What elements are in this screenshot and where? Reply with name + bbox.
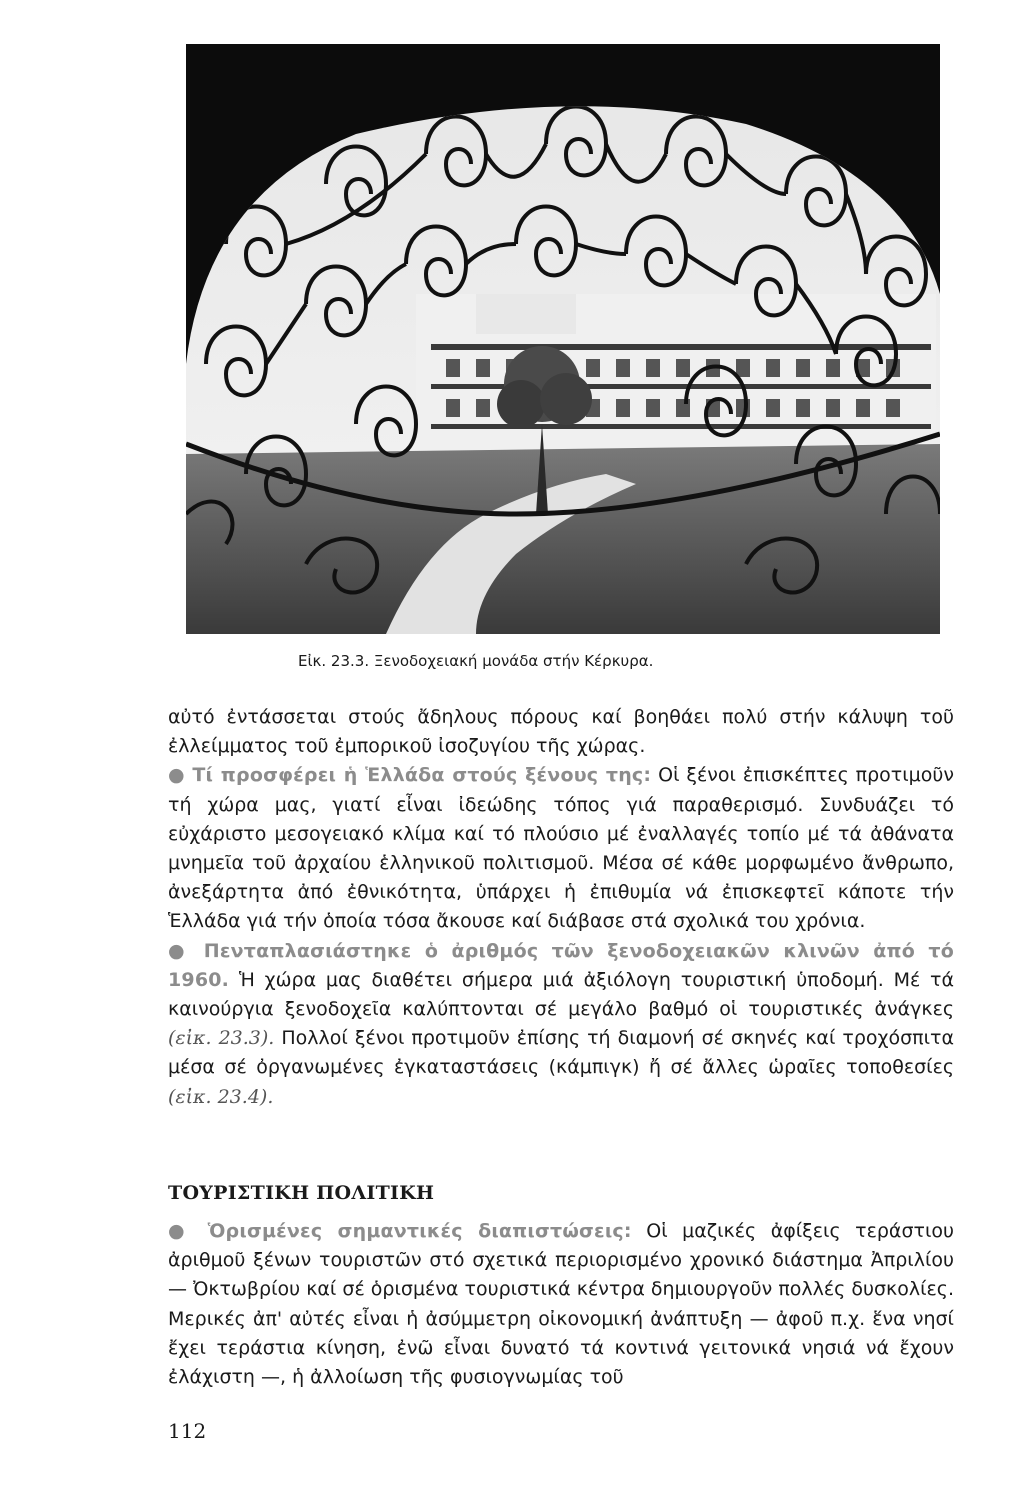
bullet-icon: ● <box>168 939 192 962</box>
figure-reference-23-3: (εἰκ. 23.3). <box>168 1027 275 1050</box>
paragraph-2 <box>168 761 954 936</box>
figure-caption: Εἰκ. 23.3. Ξενοδοχειακή μονάδα στήν Κέρκυρα. <box>298 652 654 670</box>
paragraph-3-text-a: Ἡ χώρα μας διαθέτει σήμερα μιά ἀξιόλογη τουριστική ὑποδομή. Μέ τά καινούργια ξενοδοχεῖα καλύπτονται σέ μεγάλο βαθμό οἱ τουριστικές ἀνάγκες <box>168 968 955 1021</box>
body-text <box>168 703 954 1112</box>
paragraph-3-text-b: Πολλοί ξένοι προτιμοῦν ἐπίσης τή διαμονή σέ σκηνές καί τροχόσπιτα μέσα σέ ὀργανωμένες ἐγκαταστάσεις (κάμπιγκ) ἤ σέ ἄλλες ὡραῖες τοποθεσίες <box>168 1027 955 1079</box>
paragraph-2-lead: Τί προσφέρει ἡ Ἑλλάδα στούς ξένους της: <box>192 764 652 787</box>
paragraph-3-lead: Πενταπλασιάστηκε ὁ ἀριθμός τῶν ξενοδοχειακῶν κλινῶν ἀπό τό 1960. <box>168 939 954 991</box>
page-number: 112 <box>168 1419 207 1443</box>
paragraph-1-text: αὐτό ἐντάσσεται στούς ἄδηλους πόρους καί βοηθάει πολύ στήν κάλυψη τοῦ ἐλλείμματος τοῦ ἐμπορικοῦ ἰσοζυγίου τῆς χώρας. <box>168 706 954 758</box>
paragraph-1 <box>168 703 954 761</box>
section-body <box>168 1217 954 1392</box>
section-text: Οἱ μαζικές ἀφίξεις τεράστιου ἀριθμοῦ ξένων τουριστῶν στό σχετικά περιορισμένο χρονικό διάστημα Ἀπριλίου — Ὀκτωβρίου καί σέ ὁρισμένα τουριστικά κέντρα δημιουργοῦν πολλές δυσκολίες. Μερικές ἀπ' αὐτές εἶναι ἡ ἀσύμμετρη οἰκονομική ἀνάπτυξη — ἀφοῦ π.χ. ἕνα νησί ἔχει τεράστια κίνηση, ἐνῶ εἶναι δυνατό τά κοντινά γειτονικά νησιά νά ἔχουν ἐλάχιστη —, ἡ ἀλλοίωση τῆς φυσιογνωμίας τοῦ <box>168 1220 954 1389</box>
section-lead: Ὁρισμένες σημαντικές διαπιστώσεις: <box>207 1220 632 1242</box>
hotel-photo <box>186 44 940 634</box>
bullet-icon: ● <box>168 1220 194 1242</box>
bullet-icon: ● <box>168 764 186 787</box>
paragraph-2-text: Οἱ ξένοι ἐπισκέπτες προτιμοῦν τή χώρα μας, γιατί εἶναι ἰδεώδης τόπος γιά παραθερισμό. Συνδυάζει τό εὐχάριστο μεσογειακό κλίμα καί τό πλούσιο μέ ἐναλλαγές τοπίο μέ τά ἀθάνατα μνημεῖα τοῦ ἀρχαίου ἑλληνικοῦ πολιτισμοῦ. Μέσα σέ κάθε μορφωμένο ἄνθρωπο, ἀνεξάρτητα ἀπό ἐθνικότητα, ὑπάρχει ἡ ἐπιθυμία νά ἐπισκεφτεῖ κάποτε τήν Ἑλλάδα γιά τήν ὁποία τόσα ἄκουσε καί διάβασε στά σχολικά του χρόνια. <box>168 764 954 933</box>
paragraph-3 <box>168 937 954 1112</box>
figure-reference-23-4: (εἰκ. 23.4). <box>168 1085 274 1108</box>
section-title: ΤΟΥΡΙΣΤΙΚΗ ΠΟΛΙΤΙΚΗ <box>168 1182 435 1204</box>
section-paragraph <box>168 1217 954 1392</box>
